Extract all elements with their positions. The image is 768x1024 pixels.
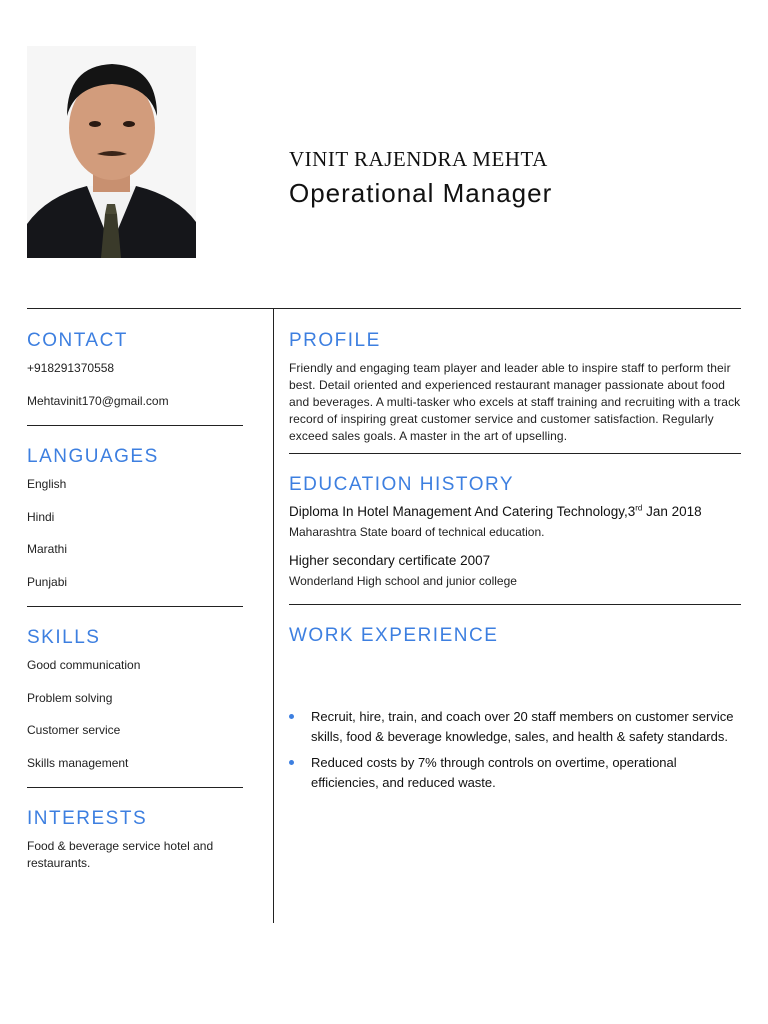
contact-section [27,330,243,409]
interests-heading: INTERESTS [27,808,148,829]
candidate-name: VINIT RAJENDRA MEHTA [289,147,548,171]
skill-item: Skills management [27,755,129,770]
skills-section [27,627,243,771]
profile-section [289,330,741,445]
language-item: English [27,477,67,491]
header-divider [27,308,741,309]
education-heading: EDUCATION HISTORY [289,474,515,495]
profile-heading: PROFILE [289,330,381,351]
work-bullet-text: Recruit, hire, train, and coach over 20 staff members on customer service skills, food & beverage knowledge, sales, and health & safety standards. [311,709,734,744]
education-institution: Wonderland High school and junior college [289,574,517,588]
work-section [289,625,741,792]
column-divider [273,308,274,923]
education-institution: Maharashtra State board of technical education. [289,525,545,539]
work-heading: WORK EXPERIENCE [289,625,499,646]
education-title-sup: rd [635,503,643,513]
work-bullet-text: Reduced costs by 7% through controls on overtime, operational efficiencies, and reduced waste. [311,755,677,790]
bullet-dot-icon [289,714,294,719]
education-entry [289,504,741,539]
contact-phone: +918291370558 [27,361,115,375]
right-column [289,310,741,799]
language-item: Hindi [27,509,55,524]
contact-heading: CONTACT [27,330,128,351]
work-bullet-list [289,707,741,792]
left-column [27,310,243,872]
skills-heading: SKILLS [27,627,101,648]
section-divider [27,425,243,426]
work-bullet [289,753,741,792]
profile-photo [27,46,196,258]
bullet-dot-icon [289,760,294,765]
portrait-image [27,46,196,258]
contact-email: Mehtavinit170@gmail.com [27,393,169,408]
education-title [289,504,741,519]
education-entry [289,553,741,588]
languages-section [27,446,243,590]
interests-text: Food & beverage service hotel and restaurants. [27,839,214,870]
section-divider [27,606,243,607]
profile-text: Friendly and engaging team player and leader able to inspire staff to perform their best. Detail oriented and experienced restaurant manager passionate about food and beverages. A multi-tasker who excels at staff training and recruiting with a track record of inspiring great customer service and customer satisfaction. Regularly exceed sales goals. A master in the art of upselling. [289,361,741,443]
section-divider [289,453,741,454]
education-title-tail: Jan 2018 [642,504,702,519]
language-item: Punjabi [27,574,68,589]
language-item: Marathi [27,542,68,556]
education-title-main: Diploma In Hotel Management And Catering Technology,3 [289,504,636,519]
skill-item: Problem solving [27,690,113,705]
section-divider [27,787,243,788]
interests-section [27,808,243,872]
skill-item: Customer service [27,723,121,737]
skill-item: Good communication [27,658,141,672]
education-section [289,474,741,588]
job-title: Operational Manager [289,178,553,208]
education-title: Higher secondary certificate 2007 [289,553,491,568]
work-bullet [289,707,741,746]
section-divider [289,604,741,605]
languages-heading: LANGUAGES [27,446,159,467]
